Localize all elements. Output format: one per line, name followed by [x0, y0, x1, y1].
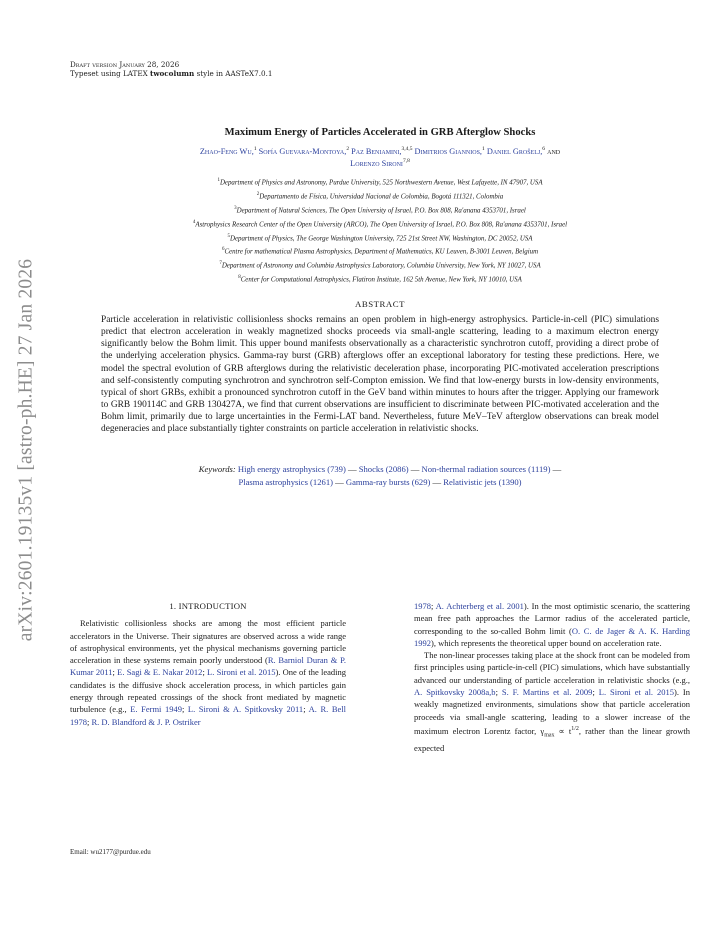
citation-link[interactable]: L. Sironi et al. 2015: [598, 687, 675, 698]
author-name[interactable]: Zhao-Feng Wu,: [199, 146, 254, 156]
keyword-link[interactable]: Shocks (2086): [358, 464, 409, 475]
affiliation-line: [70, 244, 690, 258]
draft-version-label: Draft version January 28, 2026: [70, 60, 180, 69]
affiliation-text: Department of Natural Sciences, The Open University of Israel, P.O. Box 808, Ra'anana 4353701, Israel: [236, 207, 526, 215]
affiliation-text: Departamento de Física, Universidad Nacional de Colombia, Bogotá 111321, Colombia: [259, 193, 504, 201]
body-text: ;: [303, 704, 309, 715]
citation-link[interactable]: L. Sironi et al. 2015: [207, 667, 276, 678]
abstract-text: Particle acceleration in relativistic collisionless shocks remains an open problem in high-energy astrophysics. Particle-in-cell (PIC) simulations predict that electron acceleration in weakly magnetized shocks proceeds via small-angle scattering, leading to a maximum electron energy significantly below the Bohm limit. This upper bound manifests observationally as a characteristic synchrotron cutoff, providing a direct probe of the underlying acceleration physics. Gamma-ray burst (GRB) afterglows offer an exceptional laboratory for testing these predictions. Here, we model the spectral evolution of GRB afterglows during the relativistic deceleration phase, incorporating PIC-motivated acceleration prescriptions and self-consistently computing synchrotron and synchrotron self-Compton emission. We find that low-energy bursts in low-density environments, typical of short GRBs, exhibit a pronounced synchrotron cutoff in the GeV band within minutes to hours after the trigger. Applying our framework to GRB 190114C and GRB 130427A, we find that current observations are insufficient to discriminate between PIC-motivated acceleration and the Bohm limit, primarily due to large uncertainties in the Fermi-LAT band. Nevertheless, future MeV–TeV afterglow observations can break model degeneracies and place substantially tighter constraints on particle acceleration in relativistic shocks.: [101, 315, 659, 434]
citation-link[interactable]: E. Fermi 1949: [130, 704, 182, 715]
typeset-prefix: Typeset using L: [70, 69, 128, 78]
author-affiliation-mark: 7,8: [402, 158, 410, 165]
author-name[interactable]: Daniel Grošelj,: [486, 146, 543, 156]
typeset-suffix: style in AASTeX7.0.1: [196, 69, 273, 78]
intro-paragraph-2: [414, 649, 690, 754]
body-text: The non-linear processes taking place at the shock front can be modeled from first principles using particle-in-cell (PIC) simulations, which have substantially advanced our understanding of particle acceleration in relativistic shocks (e.g.,: [414, 650, 690, 685]
intro-paragraph-1-cont: [414, 600, 690, 649]
keyword-separator: —: [345, 464, 359, 475]
affiliation-text: Department of Physics and Astronomy, Purdue University, 525 Northwestern Avenue, West Lafayette, IN 47907, USA: [219, 179, 543, 187]
arxiv-identifier-stamp: [8, 200, 44, 700]
affiliation-line: [70, 217, 690, 231]
author-name[interactable]: Sofía Guevara-Montoya,: [258, 146, 347, 156]
paper-title: Maximum Energy of Particles Accelerated in GRB Afterglow Shocks: [224, 126, 536, 138]
author-name[interactable]: Paz Beniamini,: [351, 146, 402, 156]
keyword-link[interactable]: Plasma astrophysics (1261): [238, 477, 333, 488]
author-list: [70, 144, 690, 170]
intro-paragraph-1: [70, 617, 346, 728]
body-text: ). In weakly magnetized environments, simulations show that particle acceleration proceeds via small-angle scattering, leading to a slower increase of the maximum electron Lorentz factor, γ: [414, 687, 690, 736]
affiliation-text: Centre for mathematical Plasma Astrophysics, Department of Mathematics, KU Leuven, B-3001 Leuven, Belgium: [224, 248, 539, 256]
section-heading-introduction: 1. INTRODUCTION: [169, 601, 247, 611]
affiliation-list: [70, 175, 690, 286]
typeset-twocolumn: twocolumn: [150, 69, 195, 78]
body-columns: [70, 600, 690, 754]
body-text: ), which represents the theoretical upper bound on acceleration rate.: [431, 637, 662, 648]
keyword-separator: —: [408, 464, 422, 475]
affiliation-line: [70, 175, 690, 189]
typeset-latex: ATEX: [127, 69, 148, 78]
body-text: ;: [87, 716, 92, 727]
keyword-link[interactable]: Relativistic jets (1390): [443, 477, 522, 488]
keyword-separator: —: [550, 464, 562, 475]
keyword-link[interactable]: Non-thermal radiation sources (1119): [421, 464, 551, 475]
author-affiliation-mark: 3,4,5: [401, 145, 413, 152]
keyword-link[interactable]: High energy astrophysics (739): [237, 464, 346, 475]
citation-link[interactable]: A. Achterberg et al. 2001: [435, 601, 524, 611]
citation-link[interactable]: O. C. de Jager & A. K. Harding 1992: [414, 625, 690, 648]
body-text: ;: [112, 667, 118, 678]
body-text: ). In the most optimistic scenario, the scattering mean free path approaches the Larmor radius of the accelerated particle, corresponding to the so-called Bohm limit (: [414, 601, 690, 636]
affiliation-line: [70, 272, 690, 286]
keywords-block: [70, 463, 690, 489]
affiliation-line: [70, 231, 690, 245]
affiliation-text: Department of Astronomy and Columbia Astrophysics Laboratory, Columbia University, New York, NY 10027, USA: [221, 262, 541, 270]
body-text: ;: [181, 704, 188, 715]
keyword-separator: —: [430, 477, 444, 488]
body-text: ;: [495, 687, 502, 698]
affiliation-text: Astrophysics Research Center of the Open University (ARCO), The Open University of Israel, P.O. Box 808, Ra'anana 4353701, Israel: [195, 221, 568, 228]
affiliation-line: [70, 189, 690, 203]
arxiv-identifier-text: arXiv:2601.19135v1 [astro-ph.HE] 27 Jan 2026: [15, 258, 36, 642]
affiliation-number: 1: [217, 178, 220, 184]
draft-version-line: [70, 60, 690, 69]
citation-link[interactable]: R. D. Blandford & J. P. Ostriker: [91, 716, 201, 727]
math-superscript: 1/2: [571, 725, 579, 732]
math-subscript: max: [544, 732, 555, 739]
citation-link[interactable]: L. Sironi & A. Spitkovsky 2011: [187, 704, 304, 715]
affiliation-text: Center for Computational Astrophysics, Flatiron Institute, 162 5th Avenue, New York, NY 10010, USA: [240, 276, 522, 284]
body-text: Relativistic collisionless shocks are among the most efficient particle accelerators in the Universe. Their signatures are observed across a wide range of astrophysical environments, yet the physical mechanisms governing particle acceleration in these systems remain poorly understood (: [70, 618, 346, 666]
author-affiliation-mark: 1: [253, 145, 257, 152]
affiliation-number: 2: [256, 191, 260, 197]
author-name[interactable]: Lorenzo Sironi: [350, 159, 403, 169]
citation-link[interactable]: 1978: [414, 601, 431, 611]
affiliation-number: 3: [234, 205, 237, 211]
left-column: [70, 600, 346, 754]
footnote-email: Email: wu2177@purdue.edu: [70, 848, 151, 856]
body-text: ). One of the leading candidates is the diffusive shock acceleration process, in which particles gain energy through repeated crossings of the shock front mediated by magnetic turbulence (e.g.,: [70, 667, 346, 715]
citation-link[interactable]: S. F. Martins et al. 2009: [501, 687, 593, 698]
citation-link[interactable]: A. Spitkovsky 2008a,b: [414, 687, 496, 698]
abstract-heading: ABSTRACT: [355, 299, 405, 310]
affiliation-number: 4: [192, 219, 196, 225]
right-column: [414, 600, 690, 754]
keyword-link[interactable]: Gamma-ray bursts (629): [345, 477, 431, 488]
body-text: , rather than the linear growth expected: [414, 725, 690, 753]
affiliation-line: [70, 203, 690, 217]
citation-link[interactable]: E. Sagi & E. Nakar 2012: [117, 667, 203, 678]
body-text: ;: [592, 687, 599, 698]
keywords-label: Keywords:: [198, 464, 238, 475]
citation-link[interactable]: A. R. Bell 1978: [70, 704, 347, 727]
author-affiliation-mark: 2: [346, 145, 350, 152]
author-affiliation-mark: 1: [482, 145, 485, 152]
affiliation-text: Department of Physics, The George Washington University, 725 21st Street NW, Washington, DC 20052, USA: [230, 234, 533, 242]
affiliation-number: 8: [238, 275, 241, 281]
author-name[interactable]: Dimitrios Giannios,: [414, 146, 482, 156]
body-text: ;: [202, 667, 208, 678]
affiliation-line: [70, 258, 690, 272]
affiliation-number: 6: [221, 247, 225, 253]
body-text: ;: [431, 601, 436, 611]
citation-link[interactable]: R. Barniol Duran & P. Kumar 2011: [70, 655, 346, 678]
author-and: and: [545, 146, 561, 156]
affiliation-number: 5: [227, 233, 230, 239]
typeset-line: [70, 69, 690, 79]
keyword-separator: —: [332, 477, 346, 488]
body-text: ∝ t: [554, 725, 572, 736]
author-affiliation-mark: 6: [542, 145, 546, 152]
affiliation-number: 7: [219, 261, 222, 267]
